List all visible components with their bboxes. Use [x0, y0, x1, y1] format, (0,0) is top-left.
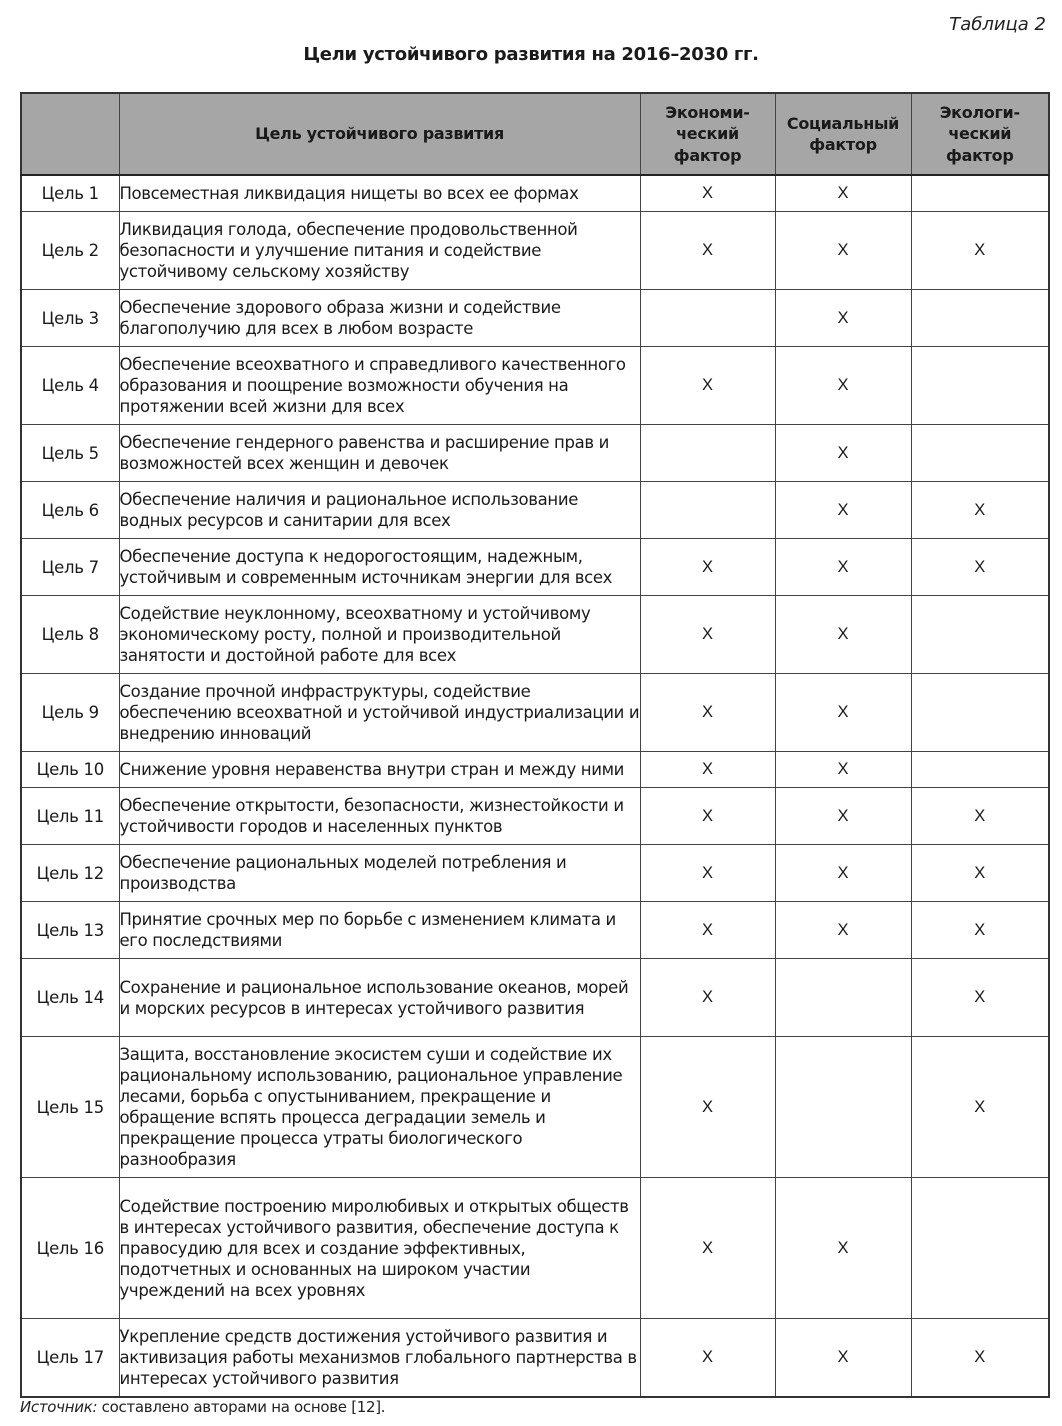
table-row	[21, 1037, 1049, 1178]
goal-number: Цель 7	[21, 539, 119, 596]
goal-number: Цель 12	[21, 845, 119, 902]
social-factor-mark: X	[775, 212, 911, 290]
table-row	[21, 425, 1049, 482]
table-row	[21, 1319, 1049, 1398]
table-header-row	[21, 93, 1049, 175]
goal-number: Цель 2	[21, 212, 119, 290]
economic-factor-mark: X	[640, 1178, 775, 1319]
goal-description: Снижение уровня неравенства внутри стран и между ними	[119, 752, 640, 788]
goal-number: Цель 8	[21, 596, 119, 674]
header-social-label: Социальный фактор	[786, 113, 900, 154]
social-factor-mark: X	[775, 674, 911, 752]
table-row	[21, 674, 1049, 752]
ecological-factor-mark	[911, 596, 1049, 674]
table-title: Цели устойчивого развития на 2016–2030 гг.	[303, 44, 759, 65]
goal-number: Цель 13	[21, 902, 119, 959]
goal-description: Ликвидация голода, обеспечение продовольственной безопасности и улучшение питания и содействие устойчивому сельскому хозяйству	[119, 212, 640, 290]
table-row	[21, 175, 1049, 212]
goal-number: Цель 5	[21, 425, 119, 482]
ecological-factor-mark: X	[911, 845, 1049, 902]
goal-description: Обеспечение доступа к недорогостоящим, надежным, устойчивым и современным источникам энергии для всех	[119, 539, 640, 596]
economic-factor-mark: X	[640, 347, 775, 425]
goal-description: Сохранение и рациональное использование океанов, морей и морских ресурсов в интересах устойчивого развития	[119, 959, 640, 1037]
social-factor-mark: X	[775, 425, 911, 482]
table-row	[21, 959, 1049, 1037]
table-row	[21, 539, 1049, 596]
goal-description: Содействие построению миролюбивых и открытых обществ в интересах устойчивого развития, обеспечение доступа к правосудию для всех и создание эффективных, подотчетных и основанных на широком участии учреждений на всех уровнях	[119, 1178, 640, 1319]
economic-factor-mark: X	[640, 1037, 775, 1178]
ecological-factor-mark: X	[911, 482, 1049, 539]
table-row	[21, 347, 1049, 425]
goal-description: Принятие срочных мер по борьбе с изменением климата и его последствиями	[119, 902, 640, 959]
table-row	[21, 845, 1049, 902]
goal-number: Цель 1	[21, 175, 119, 212]
goal-description: Обеспечение наличия и рациональное использование водных ресурсов и санитарии для всех	[119, 482, 640, 539]
social-factor-mark: X	[775, 596, 911, 674]
economic-factor-mark: X	[640, 752, 775, 788]
goal-description: Обеспечение здорового образа жизни и содействие благополучию для всех в любом возрасте	[119, 290, 640, 347]
economic-factor-mark: X	[640, 959, 775, 1037]
goal-description: Создание прочной инфраструктуры, содействие обеспечению всеохватной и устойчивой индустриализации и внедрению инноваций	[119, 674, 640, 752]
social-factor-mark: X	[775, 482, 911, 539]
social-factor-mark: X	[775, 290, 911, 347]
economic-factor-mark: X	[640, 212, 775, 290]
table-row	[21, 1178, 1049, 1319]
goal-number: Цель 10	[21, 752, 119, 788]
economic-factor-mark	[640, 290, 775, 347]
ecological-factor-mark: X	[911, 902, 1049, 959]
goal-description: Содействие неуклонному, всеохватному и устойчивому экономическому росту, полной и производительной занятости и достойной работе для всех	[119, 596, 640, 674]
goal-number: Цель 14	[21, 959, 119, 1037]
goal-number: Цель 3	[21, 290, 119, 347]
economic-factor-mark	[640, 425, 775, 482]
ecological-factor-mark	[911, 1178, 1049, 1319]
table-number-label: Таблица 2	[949, 14, 1046, 35]
table-row	[21, 902, 1049, 959]
goal-number: Цель 9	[21, 674, 119, 752]
social-factor-mark	[775, 959, 911, 1037]
economic-factor-mark: X	[640, 845, 775, 902]
ecological-factor-mark: X	[911, 539, 1049, 596]
sdg-table	[20, 92, 1050, 1398]
ecological-factor-mark	[911, 674, 1049, 752]
table-row	[21, 482, 1049, 539]
social-factor-mark: X	[775, 1178, 911, 1319]
social-factor-mark: X	[775, 752, 911, 788]
header-ecological-factor	[911, 93, 1049, 175]
goal-number: Цель 11	[21, 788, 119, 845]
table-row	[21, 212, 1049, 290]
social-factor-mark: X	[775, 902, 911, 959]
table-row	[21, 596, 1049, 674]
source-text: составлено авторами на основе [12].	[97, 1398, 386, 1416]
goal-number: Цель 15	[21, 1037, 119, 1178]
ecological-factor-mark	[911, 290, 1049, 347]
header-social-factor	[775, 93, 911, 175]
social-factor-mark	[775, 1037, 911, 1178]
goal-number: Цель 4	[21, 347, 119, 425]
social-factor-mark: X	[775, 845, 911, 902]
economic-factor-mark: X	[640, 596, 775, 674]
goal-number: Цель 17	[21, 1319, 119, 1398]
header-economic-label: Экономи- ческий фактор	[665, 102, 750, 165]
goal-number: Цель 6	[21, 482, 119, 539]
economic-factor-mark: X	[640, 175, 775, 212]
header-ecological-label: Экологи- ческий фактор	[939, 102, 1020, 165]
source-label: Источник:	[20, 1398, 98, 1416]
goal-description: Обеспечение гендерного равенства и расширение прав и возможностей всех женщин и девочек	[119, 425, 640, 482]
goal-description: Укрепление средств достижения устойчивого развития и активизация работы механизмов глобального партнерства в интересах устойчивого развития	[119, 1319, 640, 1398]
goal-description: Защита, восстановление экосистем суши и содействие их рациональному использованию, рациональное управление лесами, борьба с опустыниванием, прекращение и обращение вспять процесса деградации земель и прекращение процесса утраты биологического разнообразия	[119, 1037, 640, 1178]
ecological-factor-mark	[911, 347, 1049, 425]
social-factor-mark: X	[775, 788, 911, 845]
economic-factor-mark: X	[640, 902, 775, 959]
table-row	[21, 290, 1049, 347]
table-row	[21, 752, 1049, 788]
header-goal: Цель устойчивого развития	[119, 93, 640, 175]
table-row	[21, 788, 1049, 845]
goal-number: Цель 16	[21, 1178, 119, 1319]
goal-description: Обеспечение открытости, безопасности, жизнестойкости и устойчивости городов и населенных пунктов	[119, 788, 640, 845]
ecological-factor-mark	[911, 752, 1049, 788]
economic-factor-mark	[640, 482, 775, 539]
social-factor-mark: X	[775, 1319, 911, 1398]
goal-description: Обеспечение рациональных моделей потребления и производства	[119, 845, 640, 902]
ecological-factor-mark: X	[911, 1037, 1049, 1178]
social-factor-mark: X	[775, 347, 911, 425]
ecological-factor-mark: X	[911, 212, 1049, 290]
social-factor-mark: X	[775, 175, 911, 212]
social-factor-mark: X	[775, 539, 911, 596]
ecological-factor-mark	[911, 425, 1049, 482]
source-note	[20, 1398, 385, 1416]
header-economic-factor	[640, 93, 775, 175]
economic-factor-mark: X	[640, 674, 775, 752]
ecological-factor-mark: X	[911, 1319, 1049, 1398]
economic-factor-mark: X	[640, 788, 775, 845]
goal-description: Повсеместная ликвидация нищеты во всех ее формах	[119, 175, 640, 212]
economic-factor-mark: X	[640, 1319, 775, 1398]
ecological-factor-mark: X	[911, 959, 1049, 1037]
header-number	[21, 93, 119, 175]
economic-factor-mark: X	[640, 539, 775, 596]
ecological-factor-mark	[911, 175, 1049, 212]
goal-description: Обеспечение всеохватного и справедливого качественного образования и поощрение возможности обучения на протяжении всей жизни для всех	[119, 347, 640, 425]
ecological-factor-mark: X	[911, 788, 1049, 845]
